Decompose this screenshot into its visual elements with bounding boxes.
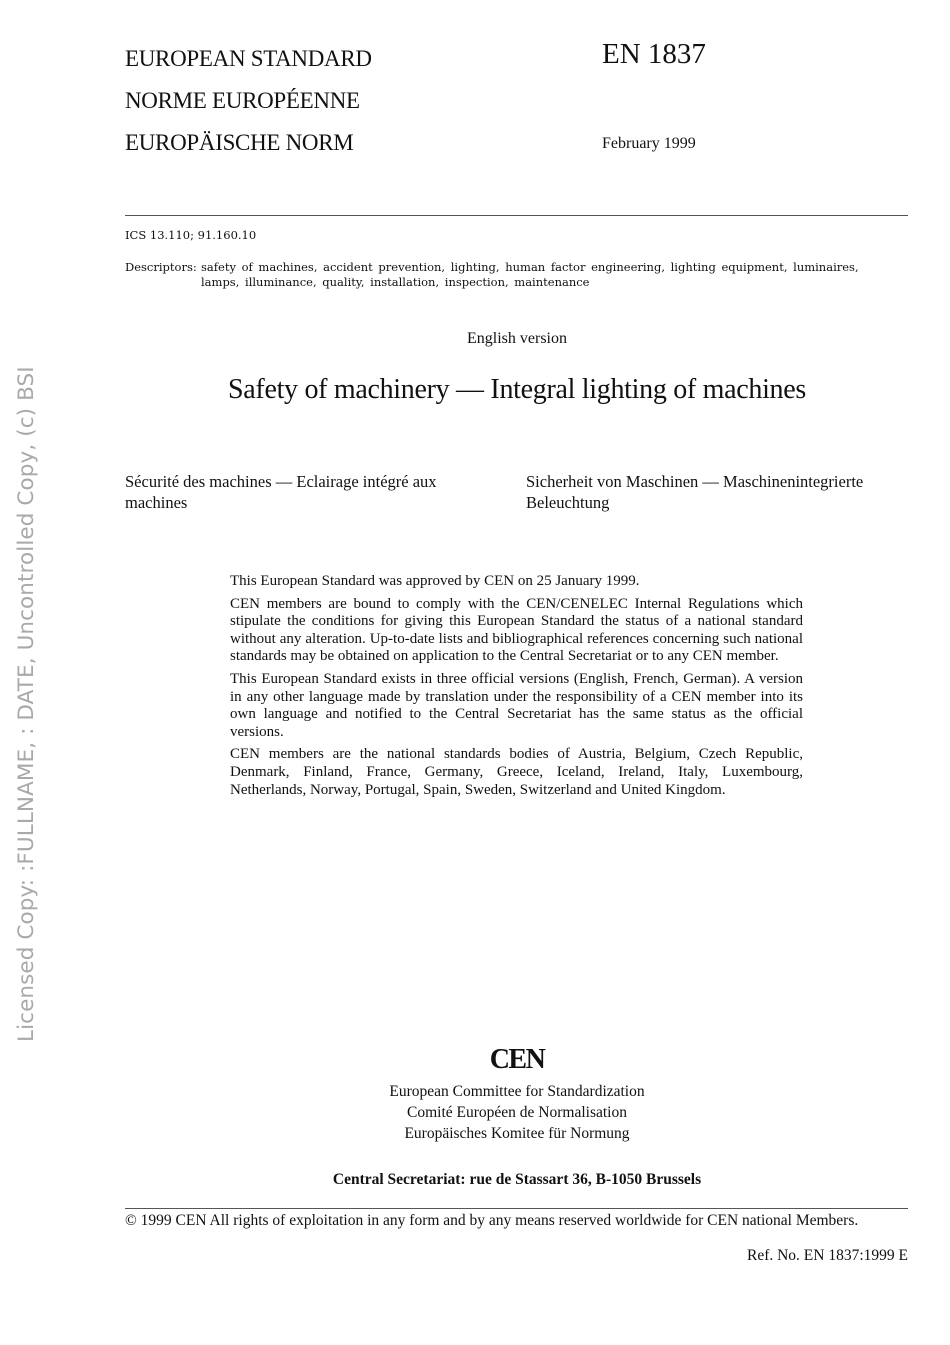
approval-paragraph: CEN members are the national standards bodies of Austria, Belgium, Czech Republic, Denmark, Finland, France, Germany, Greece, Iceland, Ireland, Italy, Luxembourg, Netherlands, Norway, Portugal, Spain, Sweden, Switzerland and United Kingdom. <box>230 746 803 798</box>
top-divider <box>125 215 908 216</box>
approval-paragraph: CEN members are bound to comply with the CEN/CENELEC Internal Regulations which stipulate the conditions for giving this European Standard the status of a national standard without any alteration. Up-to-date lists and bibliographical references concerning such national standards may be obtained on application to the Central Secretariat or to any CEN member. <box>230 595 803 665</box>
secretariat-address: Central Secretariat: rue de Stassart 36, B-1050 Brussels <box>332 1171 702 1188</box>
reference-number: Ref. No. EN 1837:1999 E <box>746 1247 908 1264</box>
document-title: Safety of machinery — Integral lighting of machines <box>228 374 806 405</box>
organization-name-en: European Committee for Standardization <box>389 1083 645 1100</box>
organization-name-de: Europäisches Komitee für Normung <box>404 1125 630 1142</box>
standard-number: EN 1837 <box>602 38 706 70</box>
copyright-notice: © 1999 CEN All rights of exploitation in any form and by any means reserved worldwide for CEN national Members. <box>125 1212 859 1229</box>
language-version: English version <box>467 330 567 347</box>
title-french: Sécurité des machines — Eclairage intégré aux machines <box>125 472 437 512</box>
license-watermark: Licensed Copy: :FULLNAME, : DATE, Uncontrolled Copy, (c) BSI <box>14 366 39 1042</box>
descriptors-text: safety of machines, accident prevention, lighting, human factor engineering, lighting equipment, luminaires, lamps, illuminance, quality, installation, inspection, maintenance <box>201 260 859 289</box>
organization-name-fr: Comité Européen de Normalisation <box>407 1104 627 1121</box>
bottom-divider <box>125 1208 908 1209</box>
approval-statement <box>230 573 803 804</box>
ics-code: ICS 13.110; 91.160.10 <box>125 228 257 242</box>
standard-label-de: EUROPÄISCHE NORM <box>125 130 354 155</box>
descriptors-label: Descriptors: <box>125 260 197 274</box>
publication-date: February 1999 <box>602 135 696 152</box>
title-german: Sicherheit von Maschinen — Maschinenintegrierte Beleuchtung <box>526 472 864 512</box>
cen-logo: CEN <box>489 1044 545 1075</box>
standard-label-en: EUROPEAN STANDARD <box>125 46 372 71</box>
approval-paragraph: This European Standard exists in three official versions (English, French, German). A version in any other language made by translation under the responsibility of a CEN member into its own language and notified to the Central Secretariat has the same status as the official versions. <box>230 670 803 740</box>
standard-label-fr: NORME EUROPÉENNE <box>125 88 360 113</box>
approval-paragraph: This European Standard was approved by CEN on 25 January 1999. <box>230 573 640 589</box>
